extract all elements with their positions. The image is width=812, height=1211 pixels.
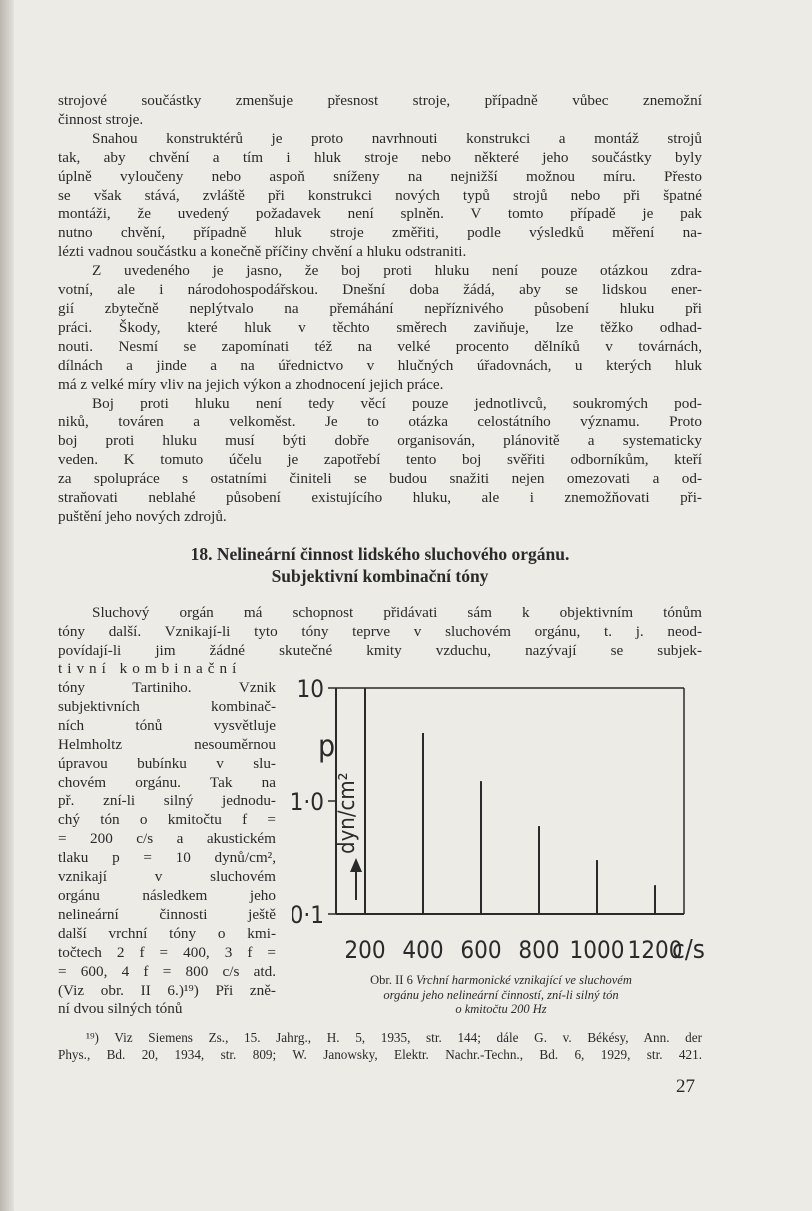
- text-line: ních tónů vysvětluje: [58, 716, 276, 734]
- text-line: činnost stroje.: [58, 110, 144, 128]
- text-line: chý tón o kmitočtu f =: [58, 811, 276, 829]
- section-heading-line-1: 18. Nelineární činnost lidského sluchového orgánu.: [190, 544, 570, 564]
- text-line: tak, aby chvění a tím i hluk stroje nebo některé jeho součástky byly: [58, 148, 702, 166]
- text-line: Helmholtz nesouměrnou: [58, 735, 276, 753]
- x-tick-label: 200: [344, 936, 386, 964]
- text-line: další vrchní tóny o kmi-: [58, 924, 276, 942]
- narrow-column-text: [58, 679, 276, 1019]
- y-tick-label: 1·0: [292, 788, 324, 816]
- page-number: 27: [676, 1076, 695, 1097]
- x-axis-unit: c/s: [672, 935, 705, 965]
- text-line: nouti. Nesmí se zapomínati též na velké procento dělníků v továrnách,: [58, 337, 702, 355]
- caption-text: Vrchní harmonické vznikající ve sluchovém: [415, 973, 632, 987]
- text-line: úpravou bubínku v slu-: [58, 754, 276, 772]
- text-line: = 200 c/s a akustickém: [58, 830, 276, 848]
- footnote-line: ¹⁹) Viz Siemens Zs., 15. Jahrg., H. 5, 1935, str. 144; dále G. v. Békésy, Ann. der: [86, 1030, 702, 1045]
- text-line: točtech 2 f = 400, 3 f =: [58, 943, 276, 961]
- figure-caption: [296, 973, 706, 1017]
- text-line: = 600, 4 f = 800 c/s atd.: [58, 962, 276, 980]
- x-tick-label: 800: [518, 936, 560, 964]
- text-line: boj proti hluku musí býti dobře organisován, plánovitě a systematicky: [58, 432, 702, 450]
- text-line: tóny Tartiniho. Vznik: [58, 679, 276, 696]
- text-line: Sluchový orgán má schopnost přidávati sám k objektivním tónům: [92, 604, 702, 621]
- text-line: votní, ale i národohospodářskou. Dnešní doba žádá, aby se lidskou ener-: [58, 281, 702, 299]
- text-line: niků, továren a velkoměst. Je to otázka celostátního významu. Proto: [58, 413, 702, 431]
- page-binding-edge: [0, 0, 14, 1211]
- text-line: orgánu následkem jeho: [58, 886, 276, 904]
- x-tick-label: 1200: [627, 936, 683, 964]
- caption-text: o kmitočtu 200 Hz: [455, 1002, 547, 1016]
- caption-text: orgánu jeho nelineární činností, zní-li silný tón: [383, 987, 619, 1002]
- text-line: se však stává, zvláště při konstrukci nových typů strojů nebo při špatné: [58, 186, 702, 204]
- text-line: Boj proti hluku není tedy věcí pouze jednotlivců, soukromých pod-: [92, 394, 702, 412]
- text-line: strojové součástky zmenšuje přesnost stroje, případně vůbec znemožní: [58, 92, 702, 109]
- y-axis-symbol: p: [318, 729, 336, 764]
- text-line: Z uvedeného je jasno, že boj proti hluku není pouze otázkou zdra-: [92, 262, 702, 280]
- y-tick-label: 10: [296, 678, 324, 703]
- arrow-up-icon: [350, 858, 362, 900]
- text-line: straňovati neblahé působení existujícího hluku, ale i znemožňovati při-: [58, 489, 702, 507]
- footnote-line: Phys., Bd. 20, 1934, str. 809; W. Janowsky, Elektr. Nachr.-Techn., Bd. 6, 1929, str. 421.: [58, 1046, 702, 1062]
- text-line: chovém orgánu. Tak na: [58, 773, 276, 791]
- text-line: Snahou konstruktérů je proto navrhnouti konstrukci a montáž strojů: [92, 129, 702, 147]
- intro-text: [58, 604, 702, 661]
- figure-ii-6: [292, 678, 712, 978]
- text-line: (Viz obr. II 6.)¹⁹) Při zně-: [58, 981, 276, 999]
- text-line: má z velké míry vliv na jejich výkon a zhodnocení jejich práce.: [58, 375, 444, 393]
- text-line: puštění jeho nových zdrojů.: [58, 507, 227, 525]
- text-line: nelineární činnosti ještě: [58, 905, 276, 923]
- harmonics-chart: [292, 678, 712, 978]
- text-line: práci. Škody, které hluk v těchto směrech zaviňuje, lze těžko odhad-: [58, 318, 702, 336]
- x-tick-label: 400: [402, 936, 444, 964]
- text-line: př. zní-li silný jednodu-: [58, 792, 276, 810]
- spaced-term: tivní kombinační: [58, 660, 242, 677]
- top-text: [58, 92, 702, 527]
- text-line: ní dvou silných tónů: [58, 1000, 183, 1018]
- text-line: povídají-li jim žádné skutečné kmity vzduchu, nazývají se subjek-: [58, 641, 702, 659]
- text-line: nutno chvění, případně hluk stroje změřiti, podle výsledků měření na-: [58, 224, 702, 242]
- text-line: subjektivních kombinač-: [58, 697, 276, 715]
- section-heading-line-2: Subjektivní kombinační tóny: [271, 566, 489, 586]
- y-axis-unit: dyn/cm²: [335, 772, 360, 854]
- text-line: tóny další. Vznikají-li tyto tóny teprve v sluchovém orgánu, t. j. neod-: [58, 622, 702, 640]
- text-line: lézti vadnou součástku a konečně příčiny chvění a hluku odstraniti.: [58, 243, 467, 261]
- text-line: za spolupráce s ostatními činiteli se budou snažiti nejen omezovati a od-: [58, 470, 702, 488]
- x-tick-label: 1000: [569, 936, 625, 964]
- y-tick-label: 0·1: [292, 901, 324, 929]
- text-line: úplně vyloučeny nebo aspoň sníženy na nejnižší možnou míru. Přesto: [58, 167, 702, 185]
- text-line: tlaku p = 10 dynů/cm²,: [58, 849, 276, 867]
- text-line: gií zbytečně neplýtvalo na přemáhání nepříznivého působení hluku při: [58, 299, 702, 317]
- text-line: montáži, že uvedený požadavek není splněn. V tomto případě je pak: [58, 205, 702, 223]
- footnote: [58, 1030, 702, 1063]
- caption-label: Obr. II 6: [370, 973, 413, 987]
- text-line: dílnách a jinde a na úřednictvo v hlučných úřadovnách, u kterých hluk: [58, 356, 702, 374]
- text-line: veden. K tomuto účelu je zapotřebí tento boj svěřiti odborníkům, kteří: [58, 451, 702, 469]
- text-line: vznikají v sluchovém: [58, 868, 276, 886]
- x-tick-label: 600: [460, 936, 502, 964]
